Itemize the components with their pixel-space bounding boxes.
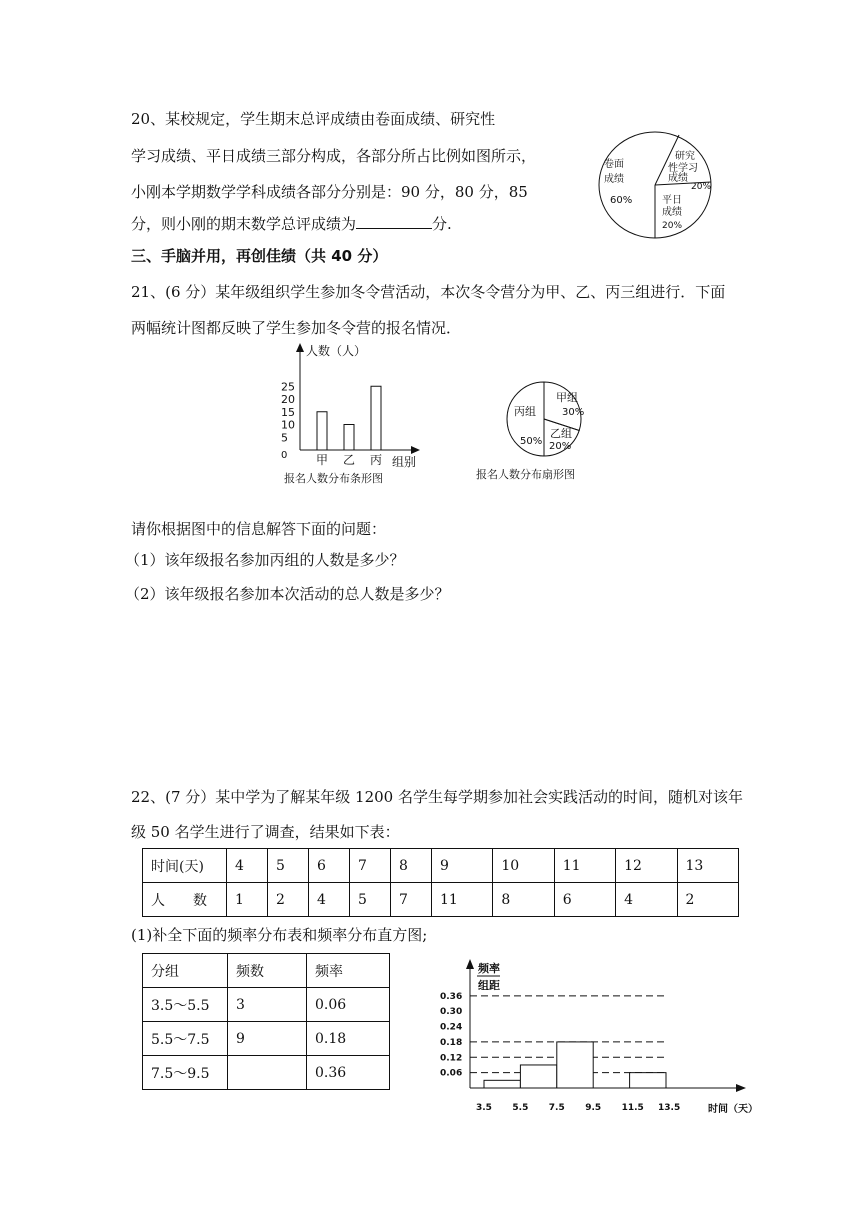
table-cell: 4: [227, 849, 268, 883]
pie-percent: 20%: [549, 441, 572, 452]
table-cell: 5.5～7.5: [143, 1022, 228, 1056]
pie-percent: 20%: [691, 182, 712, 192]
bar: [344, 425, 354, 451]
table-cell: 5: [268, 849, 309, 883]
y-axis-label-bottom: 组距: [478, 979, 500, 992]
table-cell: 7.5～9.5: [143, 1056, 228, 1090]
table-cell: 时间(天): [143, 849, 227, 883]
pie-label: 平日: [662, 195, 682, 206]
table-cell: 0.06: [307, 988, 390, 1022]
y-tick-label: 10: [281, 418, 295, 432]
table-cell: 1: [227, 883, 268, 917]
x-tick-label: 甲: [316, 453, 329, 467]
pie-label: 成绩: [668, 173, 688, 184]
table-cell: 13: [677, 849, 739, 883]
table-cell: [228, 1056, 307, 1090]
q20-line-4: [131, 214, 452, 234]
q20-pie-chart: [598, 130, 716, 242]
q21-sub-1: （1）该年级报名参加丙组的人数是多少？: [125, 551, 405, 569]
table-cell: 9: [228, 1022, 307, 1056]
pie-label: 研究: [675, 151, 695, 162]
table-cell: 4: [309, 883, 350, 917]
chart-title: 报名人数分布条形图: [284, 472, 383, 485]
table-cell: 4: [616, 883, 677, 917]
chart-title: 报名人数分布扇形图: [476, 468, 575, 481]
q20-line-3: 小刚本学期数学学科成绩各部分分别是：90 分，80 分，85: [131, 183, 528, 201]
q20-line-4-text: 分，则小刚的期末数学总评成绩为: [131, 215, 357, 233]
table-row: [143, 883, 739, 917]
x-tick-label: 7.5: [548, 1103, 565, 1113]
table-cell: 3.5～5.5: [143, 988, 228, 1022]
bar-chart: [280, 340, 440, 488]
frequency-table: [142, 953, 390, 1090]
y-tick-label: 0.06: [440, 1068, 463, 1079]
histogram-bar: [557, 1042, 593, 1088]
pie-percent: 20%: [662, 221, 683, 231]
table-row: [143, 849, 739, 883]
pie-label: 丙组: [514, 405, 536, 418]
table-cell: 8: [391, 849, 432, 883]
histogram-bar: [520, 1065, 556, 1088]
table-row: [143, 1022, 390, 1056]
origin-label: 0: [281, 450, 288, 461]
pie-label: 乙组: [550, 427, 572, 440]
table-cell: 9: [432, 849, 493, 883]
x-tick-label: 11.5: [621, 1103, 644, 1113]
y-axis-arrow: [466, 959, 474, 969]
q21-sub-2: （2）该年级报名参加本次活动的总人数是多少？: [125, 585, 450, 603]
table-cell: 2: [677, 883, 739, 917]
x-tick-label: 9.5: [585, 1103, 602, 1113]
table-cell: 11: [554, 849, 615, 883]
q22-line-1: 22、(7 分）某中学为了解某年级 1200 名学生每学期参加社会实践活动的时间，随机对该年: [131, 788, 743, 806]
q22-line-2: 级 50 名学生进行了调查，结果如下表：: [131, 823, 400, 841]
x-axis-arrow: [411, 446, 420, 454]
table-cell: 7: [391, 883, 432, 917]
table-cell: 12: [616, 849, 677, 883]
table-cell: 3: [228, 988, 307, 1022]
group-pie-chart: [474, 365, 614, 487]
table-cell: 0.36: [307, 1056, 390, 1090]
table-cell: 10: [493, 849, 554, 883]
table-cell: 2: [268, 883, 309, 917]
x-tick-label: 13.5: [658, 1103, 681, 1113]
x-tick-label: 乙: [343, 453, 356, 467]
table-header: 分组: [143, 954, 228, 988]
table-header: 频数: [228, 954, 307, 988]
answer-blank: [356, 214, 432, 229]
x-tick-label: 3.5: [476, 1103, 492, 1113]
table-cell: 5: [350, 883, 391, 917]
pie-label: 卷面: [604, 159, 624, 170]
table-cell: 7: [350, 849, 391, 883]
table-cell: 人 数: [143, 883, 227, 917]
y-tick-label: 20: [281, 393, 295, 406]
y-tick-label: 5: [281, 431, 288, 445]
survey-table: [142, 848, 739, 917]
table-cell: 8: [493, 883, 554, 917]
x-axis-label: 组别: [392, 455, 417, 469]
q21-ask: 请你根据图中的信息解答下面的问题：: [131, 520, 387, 538]
pie-label: 性学习: [668, 163, 698, 174]
histogram: [440, 955, 770, 1120]
table-header-row: [143, 954, 390, 988]
y-axis-arrow: [296, 343, 304, 352]
y-axis-label-top: 频率: [478, 962, 500, 975]
pie-label: 成绩: [604, 174, 624, 185]
y-tick-label: 0.36: [440, 991, 463, 1002]
table-row: [143, 988, 390, 1022]
table-cell: 6: [309, 849, 350, 883]
q20-line-1: 20、某校规定，学生期末总评成绩由卷面成绩、研究性: [131, 110, 496, 128]
pie-percent: 50%: [520, 436, 543, 447]
y-tick-label: 0.12: [440, 1053, 463, 1064]
q20-suffix: 分.: [432, 215, 452, 233]
bar: [317, 412, 327, 450]
y-tick-label: 25: [281, 380, 295, 394]
x-tick-label: 丙: [370, 453, 383, 467]
q22-sub-1: (1)补全下面的频率分布表和频率分布直方图;: [131, 926, 428, 944]
y-tick-label: 0.30: [440, 1007, 463, 1018]
table-cell: 6: [554, 883, 615, 917]
table-cell: 11: [432, 883, 493, 917]
table-row: [143, 1056, 390, 1090]
x-axis-arrow: [736, 1084, 746, 1092]
pie-label: 成绩: [662, 207, 682, 218]
q20-line-2: 学习成绩、平日成绩三部分构成，各部分所占比例如图所示，: [131, 147, 537, 165]
x-axis-label: 时间（天）: [708, 1104, 758, 1115]
pie-label: 甲组: [556, 391, 578, 404]
y-tick-label: 15: [281, 405, 295, 419]
histogram-bar: [630, 1073, 666, 1088]
q21-line-2: 两幅统计图都反映了学生参加冬令营的报名情况．: [131, 319, 462, 337]
y-tick-label: 0.24: [440, 1022, 463, 1033]
pie-percent: 60%: [610, 195, 633, 206]
pie-percent: 30%: [562, 407, 585, 418]
table-header: 频率: [307, 954, 390, 988]
x-tick-label: 5.5: [512, 1103, 529, 1113]
y-axis-label: 人数（人）: [306, 344, 367, 358]
histogram-bar: [484, 1080, 520, 1088]
bar: [371, 386, 381, 450]
section-3-heading: 三、手脑并用，再创佳绩（共 40 分）: [131, 247, 388, 265]
y-tick-label: 0.18: [440, 1037, 463, 1048]
table-cell: 0.18: [307, 1022, 390, 1056]
q21-line-1: 21、(6 分）某年级组织学生参加冬令营活动，本次冬令营分为甲、乙、丙三组进行．下面: [131, 283, 726, 301]
